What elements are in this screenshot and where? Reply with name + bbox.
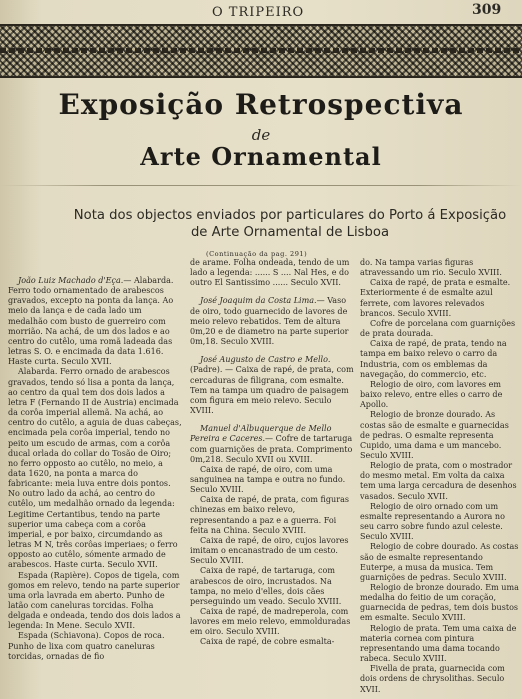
entry-text: Alabarda. Ferro ornado de arabescos gravados, tendo só lisa a ponta da lança, ao centro da qual tem dos dois lados a letra F (Fernando II de Austria) encimada da corôa imperial allemã. Na achá, ao centro do cutêlo, a aguia de duas cabeças, encimada pela corôa imperial, tendo no peito um escudo de armas, com a corôa ducal orlada do collar do Tosão de Oiro; no ferro opposto ao cutêlo, no meio, a data 1620, na ponta a marca do fabricante: meia luva entre dois pontos. No outro lado da achá, ao centro do cutêlo, um medalhão ornado da legenda: Legitime Certantibus, tendo na parte superior uma cabeça com a corôa imperial, e por baixo, circumdando as letras M N, três corôas imperiaes; o ferro opposto ao cutêlo, sómente armado de arabescos. Haste curta. Seculo XVII. xyxy=(8,367,182,570)
subtitle xyxy=(70,207,510,241)
divider xyxy=(0,185,522,186)
entry xyxy=(360,380,520,410)
entry-author: José Joaquim da Costa Lima. xyxy=(200,296,317,306)
entry-text: Caixa de rapé, de oiro, cujos lavores imitam o encanastrado de um cesto. Seculo XVIII. xyxy=(190,535,349,566)
entry-text: — Cofre de tartaruga com guarnições de prata. Comprimento 0m,218. Seculo XVII ou XVIII. xyxy=(190,434,353,464)
entry xyxy=(360,278,520,319)
heading-line-2: de xyxy=(251,126,271,144)
entry xyxy=(360,339,520,380)
entry-text: Caixa de rapé, de madreperola, com lavores em meio relevo, emmolduradas em oiro. Seculo XVIII. xyxy=(190,607,351,637)
entry-text: Caixa de rapé, de prata, tendo na tampa em baixo relevo o carro da Industria, com os emblemas da navegação, do commercio, etc. xyxy=(360,339,507,379)
entry xyxy=(360,624,520,665)
entry-author: Manuel d'Albuquerque de Mello Pereira e Caceres. xyxy=(190,424,332,444)
running-header xyxy=(0,2,522,22)
text-column-3 xyxy=(360,258,520,695)
entry-text: Relogio de prata. Tem uma caixa de materia cornea com pintura representando uma dama tocando rabeca. Seculo XVIII. xyxy=(360,623,517,664)
entry xyxy=(360,461,520,502)
entry-text: de arame. Folha ondeada, tendo de um lado a legenda: ...... S .... Nal Hes, e do outro El Santissimo ...... Seculo XVII. xyxy=(190,258,350,288)
entry-text: — Alabarda. Ferro todo ornamentado de arabescos gravados, excepto na ponta da lança. Ao meio da lança e de cada lado um medalhão com busto de guerreiro com morrião. Na achá, de um dos lados e ao centro do cutêlo, uma romã ladeada das letras S. O. e encimada da data 1.616. Haste curta. Seculo XVII. xyxy=(8,276,174,367)
entry-text: Relogio de cobre dourado. As costas são de esmalte representando Euterpe, a musa da musica. Tem guarnições de pedras. Seculo XVIII. xyxy=(360,542,519,582)
entry-text: — Vaso de oiro, todo guarnecido de lavores de meio relevo rebatidos. Tem de altura 0m,20 e de diametro na parte superior 0m,18. Seculo XVIII. xyxy=(190,296,349,347)
entry xyxy=(190,424,355,465)
entry-author: José Augusto de Castro e Mello. xyxy=(200,355,331,365)
entry-text: do. Na tampa varias figuras atravessando um rio. Seculo XVIII. xyxy=(360,258,502,278)
entry xyxy=(360,542,520,583)
page-number: 309 xyxy=(472,2,502,18)
subtitle-line-1: Nota dos objectos enviados por particulares do Porto á Exposição xyxy=(73,208,507,223)
entry xyxy=(190,607,355,637)
entry xyxy=(8,631,182,661)
entry-text: Espada (Schiavona). Copos de roca. Punho de lixa com quatro caneluras torcidas, ornadas de fio xyxy=(8,631,165,661)
entry xyxy=(360,502,520,543)
subtitle-line-2: de Arte Ornamental de Lisboa xyxy=(190,225,390,240)
entry xyxy=(8,276,182,367)
entry-text: Caixa de rapé, de cobre esmalta- xyxy=(200,637,335,647)
entry-text: Relogio de bronze dourado. As costas são de esmalte e guarnecidas de pedras. O esmalte representa Cupido, uma dama e um mancebo. Seculo XVIII. xyxy=(360,410,509,460)
text-column-1 xyxy=(8,276,182,662)
entry xyxy=(360,583,520,624)
entry xyxy=(190,465,355,495)
entry-text: Caixa de rapé, de prata e esmalte. Exteriormente é de esmalte azul ferrete, com lavores relevados brancos. Seculo XVIII. xyxy=(360,278,511,318)
entry xyxy=(190,566,355,607)
entry xyxy=(360,319,520,339)
entry-text: Caixa de rapé, de prata, com figuras chinezas em baixo relevo, representando a paz e a guerra. Foi feita na China. Seculo XVIII. xyxy=(190,495,349,535)
entry-text: Caixa de rapé, de oiro, com uma sanguinea na tampa e outra no fundo. Seculo XVIII. xyxy=(190,464,346,495)
entry-author: João Luiz Machado d'Eça. xyxy=(18,276,124,285)
entry-text: Relogio de oiro ornado com um esmalte representando a Aurora no seu carro sobre fundo azul celeste. Seculo XVIII. xyxy=(360,501,505,542)
heading-line-1: Exposição Retrospectiva xyxy=(58,88,464,121)
entry xyxy=(360,258,520,278)
continuation-note: (Continuação da pag. 291) xyxy=(206,250,308,258)
entry-text: (Padre). — Caixa de rapé, de prata, com cercaduras de filigrana, com esmalte. Tem na tampa um quadro de paisagem com figura em meio relevo. Seculo XVIII. xyxy=(190,365,354,416)
journal-title: O TRIPEIRO xyxy=(212,5,305,20)
ornamental-band xyxy=(0,24,522,78)
entry-text: Relogio de bronze dourado. Em uma medalha do feitio de um coração, guarnecida de pedras, tem dois bustos em esmalte. Seculo XVIII. xyxy=(360,583,519,623)
entry-text: Relogio de prata, com o mostrador do mesmo metal. Em volta da caixa tem uma larga cercadura de desenhos vasados. Seculo XVII. xyxy=(360,461,517,501)
entry-text: Fivella de prata, guarnecida com dois ordens de chrysolithas. Seculo XVII. xyxy=(360,664,505,694)
entry xyxy=(8,367,182,570)
entry-text: Caixa de rapé, de tartaruga, com arabescos de oiro, incrustados. Na tampa, no meio d'elles, dois cães perseguindo um veado. Seculo XVIII. xyxy=(190,566,342,606)
entry xyxy=(190,258,355,288)
entry xyxy=(190,296,355,347)
entry xyxy=(190,355,355,416)
text-column-2 xyxy=(190,258,355,648)
heading-line-3: Arte Ornamental xyxy=(140,142,382,171)
entry-text: Cofre de porcelana com guarnições de prata dourada. xyxy=(360,318,516,339)
entry xyxy=(360,664,520,694)
entry xyxy=(8,571,182,632)
entry xyxy=(190,637,355,647)
entry-text: Relogio de oiro, com lavores em baixo relevo, entre elles o carro de Apollo. xyxy=(360,379,503,410)
entry xyxy=(190,495,355,536)
entry xyxy=(360,410,520,461)
entry xyxy=(190,536,355,566)
entry-text: Espada (Rapière). Copos de tigela, com gomos em relevo, tendo na parte superior uma orla lavrada em aberto. Punho de latão com caneluras torcidas. Folha delgada e ondeada, tendo dos dois lados a legenda: In Mene. Seculo XVII. xyxy=(8,570,181,631)
